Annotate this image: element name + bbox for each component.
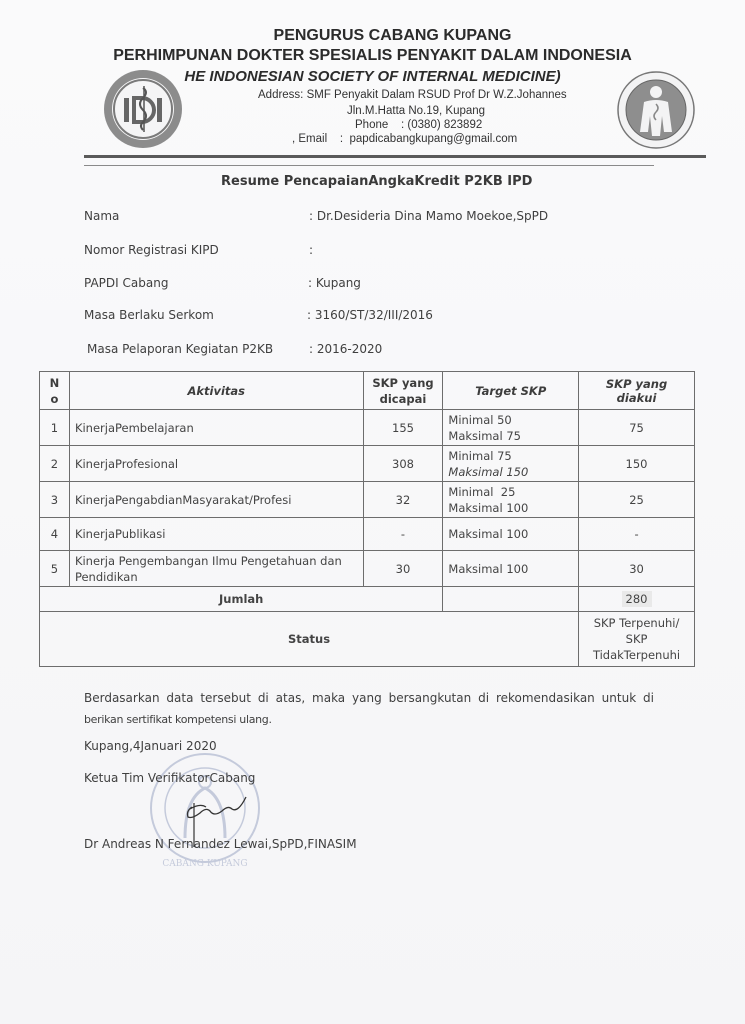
target-max: Maksimal 75: [448, 428, 521, 443]
header-aktivitas: Aktivitas: [69, 372, 363, 410]
identity-label: PAPDI Cabang: [84, 276, 169, 290]
aktivitas-line1: Kinerja Pengembangan Ilmu Pengetahuan dan: [74, 553, 342, 568]
cell-dicapai: -: [363, 518, 443, 551]
identity-label: Nama: [84, 209, 120, 223]
identity-value: :: [309, 243, 314, 257]
cell-no: 5: [40, 551, 70, 587]
letterhead-divider-thin: [84, 165, 654, 166]
total-label: Jumlah: [40, 587, 443, 612]
status-line3: TidakTerpenuhi: [592, 648, 681, 662]
letterhead-english-name: HE INDONESIAN SOCIETY OF INTERNAL MEDICINE): [184, 68, 561, 85]
cell-diakui: -: [579, 518, 695, 551]
letterhead-email: , Email : papdicabangkupang@gmail.com: [292, 133, 518, 145]
cell-no: 3: [40, 482, 70, 518]
papdi-logo-icon: [616, 70, 696, 150]
recommendation-paragraph: [84, 688, 654, 730]
signer-name: Dr Andreas N Fernandez Lewai,SpPD,FINASIM: [84, 837, 357, 851]
cell-no: 4: [40, 518, 70, 551]
identity-value: : Kupang: [308, 276, 361, 290]
header-no: [40, 372, 70, 410]
total-empty-cell: [443, 587, 579, 612]
identity-value: : 3160/ST/32/III/2016: [307, 308, 433, 322]
skp-table: [39, 371, 695, 667]
cell-target: [443, 482, 579, 518]
cell-dicapai: 32: [363, 482, 443, 518]
identity-label: Nomor Registrasi KIPD: [84, 243, 219, 257]
cell-aktivitas: KinerjaPengabdianMasyarakat/Profesi: [69, 482, 363, 518]
table-row: [40, 410, 695, 446]
table-row: [40, 518, 695, 551]
letterhead-street: Jln.M.Hatta No.19, Kupang: [347, 105, 486, 117]
header-dicapai-line2: dicapai: [379, 391, 427, 406]
signer-role: Ketua Tim VerifikatorCabang: [84, 771, 256, 785]
cell-aktivitas: [69, 551, 363, 587]
table-header-row: [40, 372, 695, 410]
letterhead-phone: Phone : (0380) 823892: [355, 119, 483, 131]
letterhead-organization: PERHIMPUNAN DOKTER SPESIALIS PENYAKIT DALAM INDONESIA: [113, 47, 632, 64]
identity-value: : 2016-2020: [309, 342, 383, 356]
document-title: Resume PencapaianAngkaKredit P2KB IPD: [221, 174, 533, 189]
cell-diakui: 25: [579, 482, 695, 518]
header-target: Target SKP: [443, 372, 579, 410]
aktivitas-line2: Pendidikan: [74, 569, 138, 584]
cell-target: [443, 446, 579, 482]
target-min: Minimal 50: [448, 412, 512, 427]
status-line1: SKP Terpenuhi/: [593, 616, 680, 630]
header-dicapai-line1: SKP yang: [372, 375, 434, 390]
target-max: Maksimal 100: [448, 500, 529, 515]
cell-target: Maksimal 100: [443, 518, 579, 551]
letterhead-divider-thick: [84, 155, 706, 158]
target-min: Minimal 75: [448, 448, 512, 463]
cell-dicapai: 308: [363, 446, 443, 482]
place-date: Kupang,4Januari 2020: [84, 739, 217, 753]
target-max: Maksimal 150: [448, 464, 529, 479]
cell-diakui: 30: [579, 551, 695, 587]
table-status-row: [40, 612, 695, 667]
cell-no: 2: [40, 446, 70, 482]
paragraph-line1: Berdasarkan data tersebut di atas, maka yang bersangkutan di rekomendasikan untuk di: [84, 691, 654, 705]
letterhead-address: Address: SMF Penyakit Dalam RSUD Prof Dr W.Z.Johannes: [258, 89, 567, 101]
header-no-line2: o: [50, 391, 59, 406]
identity-label: Masa Pelaporan Kegiatan P2KB: [87, 342, 274, 356]
header-no-line1: N: [49, 375, 60, 390]
cell-aktivitas: KinerjaPembelajaran: [69, 410, 363, 446]
status-line2: SKP: [625, 632, 648, 646]
status-value: [579, 612, 695, 667]
total-value: [579, 587, 695, 612]
identity-label: Masa Berlaku Serkom: [84, 308, 214, 322]
cell-target: [443, 410, 579, 446]
header-diakui: SKP yang diakui: [579, 372, 695, 410]
stamp-text: CABANG KUPANG: [162, 859, 248, 868]
cell-no: 1: [40, 410, 70, 446]
cell-aktivitas: KinerjaProfesional: [69, 446, 363, 482]
table-row: [40, 551, 695, 587]
letterhead-branch: PENGURUS CABANG KUPANG: [273, 27, 512, 44]
cell-dicapai: 30: [363, 551, 443, 587]
table-row: [40, 446, 695, 482]
cell-aktivitas: KinerjaPublikasi: [69, 518, 363, 551]
table-row: [40, 482, 695, 518]
cell-diakui: 150: [579, 446, 695, 482]
cell-dicapai: 155: [363, 410, 443, 446]
paragraph-line2: berikan sertifikat kompetensi ulang.: [84, 713, 272, 726]
header-dicapai: [363, 372, 443, 410]
cell-target: Maksimal 100: [443, 551, 579, 587]
identity-value: : Dr.Desideria Dina Mamo Moekoe,SpPD: [309, 209, 549, 223]
cell-diakui: 75: [579, 410, 695, 446]
total-value-text: 280: [622, 591, 652, 607]
target-min: Minimal 25: [448, 484, 516, 499]
status-label: Status: [40, 612, 579, 667]
table-total-row: [40, 587, 695, 612]
